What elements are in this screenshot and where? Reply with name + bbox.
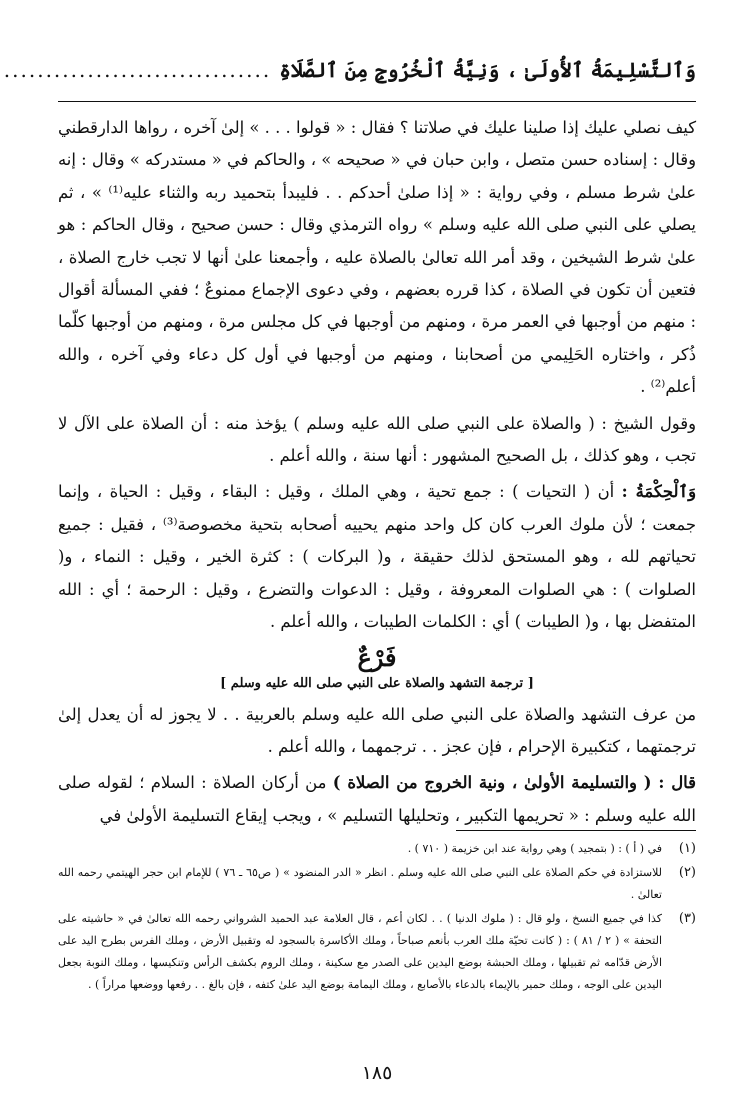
- footnote-2: [58, 862, 696, 906]
- running-header: [3, 52, 696, 88]
- footnote-3-number: (٣): [678, 911, 696, 926]
- footnote-1-number: (١): [678, 841, 696, 856]
- footnote-rule: [456, 830, 696, 831]
- header-title: وَٱلتَّسْلِيمَةُ ٱلأُولَىٰ ، وَنِيَّةُ ٱلْخُرُوجِ مِنَ ٱلصَّلَاةِ: [279, 58, 696, 82]
- paragraph-4: من عرف التشهد والصلاة على النبي صلى الله عليه وسلم بالعربية . . لا يجوز له أن يعدل إلىٰ ترجمتهما ، كتكبيرة الإحرام ، فإن عجز . . ترجمهما ، والله أعلم .: [58, 704, 696, 756]
- paragraph-5-text: من أركان الصلاة : السلام ؛ لقوله صلى الله عليه وسلم : « تحريمها التكبير ، وتحليلها التسليم » ، ويجب إيقاع التسليمة الأولىٰ في: [58, 773, 696, 825]
- main-text: [58, 112, 696, 836]
- section-heading-far: فَرْعٌ: [357, 642, 397, 672]
- paragraph-2: وقول الشيخ : ( والصلاة على النبي صلى الله عليه وسلم ) يؤخذ منه : أن الصلاة على الآل لا تجب ، وهو كذلك ، بل الصحيح المشهور : أنها سنة ، والله أعلم .: [58, 413, 696, 466]
- paragraph-3-lead: وَٱلْحِكْمَةُ :: [621, 482, 696, 502]
- paragraph-5-lead: قال : ( والتسليمة الأولىٰ ، ونية الخروج من الصلاة ): [332, 773, 697, 793]
- section-subtitle: [ ترجمة التشهد والصلاة على النبي صلى الله عليه وسلم ]: [220, 675, 534, 691]
- header-rule: [58, 101, 696, 102]
- footnote-2-text: للاستزادة في حكم الصلاة على النبي صلى الله عليه وسلم . انظر « الدر المنضود » ( ص٦٥ ـ ٧٦ ) للإمام ابن حجر الهيتمي رحمه الله تعالىٰ .: [58, 866, 662, 901]
- footnote-3-text: كذا في جميع النسخ ، ولو قال : ( ملوك الدنيا ) . . لكان أعم ، قال العلامة عبد الحميد الشرواني رحمه الله تعالىٰ في « حاشيته على التحفة » ( ٢ / ٨١ ) : ( كانت تحيّة ملك العرب بأنعم صباحاً ، وملك الأكاسرة بالسجود له وتقبيل الأرض ، وملك الفرس بطرح اليد على الأرض قدّامه ثم تقبيلها ، وملك الحبشة بوضع اليدين على الصدر مع سكينة ، وملك الروم بكشف الرأس وتنكيسها ، وملك النوبة بجعل اليدين على الوجه ، وملك حمير بالإيماء بالدعاء بالأصابع ، وملك اليمامة بوضع اليد علىٰ كتفه ، فإن بالغ . . رفعها ووضعها مراراً ) .: [58, 912, 662, 991]
- paragraph-3: [58, 476, 696, 638]
- footnotes: [58, 838, 696, 998]
- paragraph-3-text: أن ( التحيات ) : جمع تحية ، وهي الملك ، وقيل : البقاء ، وقيل : الحياة ، وإنما جمعت ؛ لأن ملوك العرب كان كل واحد منهم يحييه أصحابه بتحية مخصوصة⁽³⁾ ، فقيل : جميع تحياتهم لله ، وهو المستحق لذلك حقيقة ، و( البركات ) : كثرة الخير ، وقيل : النماء ، و( الصلوات ) : هي الصلوات المعروفة ، وقيل : الدعوات والتضرع ، وقيل : الرحمة ؛ أي : الله المتفضل بها ، و( الطيبات ) أي : الكلمات الطيبات ، والله أعلم .: [58, 482, 696, 632]
- paragraph-1: كيف نصلي عليك إذا صلينا عليك في صلاتنا ؟ فقال : « قولوا . . . » إلىٰ آخره ، رواها الدارقطني وقال : إسناده حسن متصل ، وابن حبان في « صحيحه » ، والحاكم في « مستدركه » وقال : إنه علىٰ شرط مسلم ، وفي رواية : « إذا صلىٰ أحدكم . . فليبدأ بتحميد ربه والثناء عليه⁽¹⁾ » ، ثم يصلي على النبي صلى الله عليه وسلم » رواه الترمذي وقال : حسن صحيح ، وقال الحاكم : هو علىٰ شرط الشيخين ، وقد أمر الله تعالىٰ بالصلاة عليه ، وأجمعنا علىٰ أنها لا تجب خارج الصلاة ، فتعين أن تكون في الصلاة ، كذا قرره بعضهم ، وفي دعوى الإجماع ممنوعٌ ؛ ففي المسألة أقوال : منهم من أوجبها في العمر مرة ، ومنهم من أوجبها في كل مجلس مرة ، ومنهم من أوجبها كلّما ذُكر ، واختاره الحَلِيمي من أصحابنا ، ومنهم من أوجبها في أول كل دعاء وفي آخره ، والله أعلم⁽²⁾ .: [58, 118, 697, 397]
- footnote-1-text: في ( أ ) : ( بتمجيد ) وهي رواية عند ابن خزيمة ( ٧١٠ ) .: [407, 842, 662, 855]
- paragraph-5: [58, 767, 696, 832]
- header-dots: ................................: [3, 58, 272, 82]
- page-number: ١٨٥: [361, 1062, 393, 1084]
- footnote-3: [58, 908, 696, 996]
- footnote-1: [58, 838, 696, 860]
- footnote-2-number: (٢): [678, 865, 696, 880]
